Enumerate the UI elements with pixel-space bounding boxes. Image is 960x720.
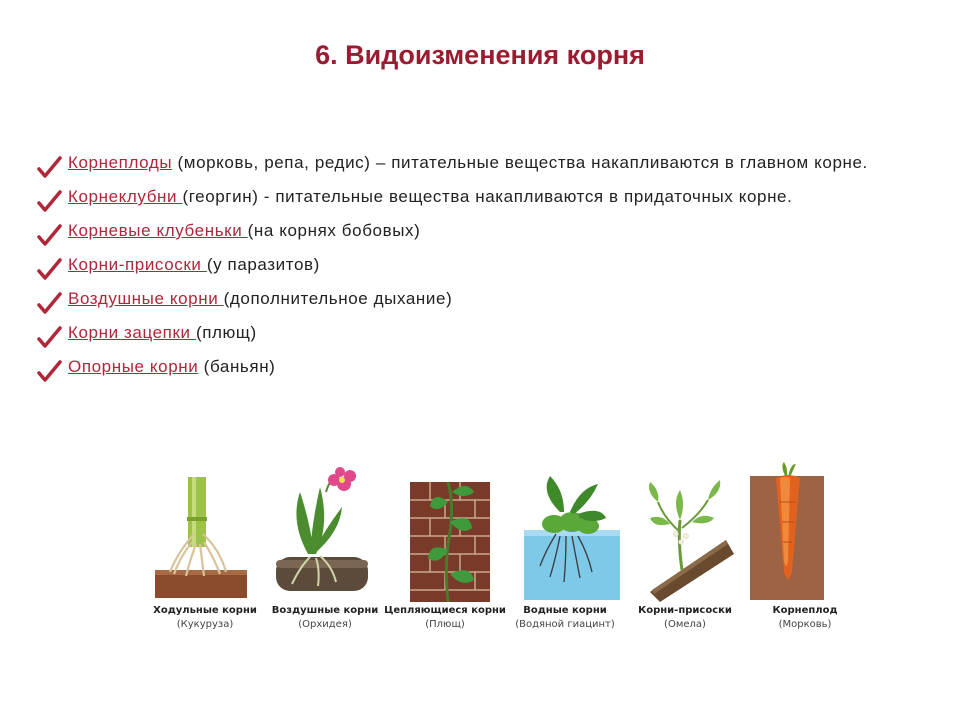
caption-name: Ходульные корни: [153, 605, 257, 616]
item-text: (на корнях бобовых): [247, 221, 421, 240]
caption-species: (Орхидея): [298, 619, 352, 630]
checkmark-icon: [36, 154, 62, 180]
root-modifications-list: [36, 150, 916, 388]
list-item-sucker-roots: [36, 252, 916, 278]
item-text: (георгин) - питательные вещества накапливаются в придаточных корне.: [182, 187, 793, 206]
caption-name: Водные корни: [523, 605, 607, 616]
item-text: (баньян): [198, 357, 276, 376]
figure-aerial-roots: [270, 462, 380, 642]
caption-name: Цепляющиеся корни: [384, 605, 506, 616]
caption-species: (Водяной гиацинт): [515, 619, 615, 630]
link-root-nodules[interactable]: Корневые клубеньки: [68, 221, 248, 240]
figure-caption: [380, 604, 510, 632]
orchid-aerial-roots-illustration: [270, 462, 380, 602]
root-illustrations: [150, 462, 838, 642]
caption-name: Корнеплод: [772, 605, 838, 616]
caption-name: Воздушные корни: [271, 605, 379, 616]
figure-root-crop: [750, 462, 860, 642]
caption-species: (Омела): [664, 619, 706, 630]
item-text: (морковь, репа, редис) – питательные вещества накапливаются в главном корне.: [172, 153, 868, 172]
link-root-crops[interactable]: Корнеплоды: [68, 153, 173, 172]
checkmark-icon: [36, 188, 62, 214]
slide-title: 6. Видоизменения корня: [315, 40, 645, 70]
link-prop-roots[interactable]: Опорные корни: [68, 357, 199, 376]
list-item-prop-roots: [36, 354, 916, 380]
link-sucker-roots[interactable]: Корни-присоски: [68, 255, 207, 274]
figure-clinging-roots: [384, 462, 506, 642]
figure-caption: [740, 604, 870, 632]
caption-name: Корни-присоски: [638, 605, 732, 616]
list-item-root-nodules: [36, 218, 916, 244]
item-text: (у паразитов): [206, 255, 320, 274]
figure-water-roots: [510, 462, 620, 642]
list-item-clinging-roots: [36, 320, 916, 346]
ivy-clinging-roots-illustration: [390, 462, 500, 602]
list-item-root-crops: [36, 150, 916, 176]
caption-species: (Морковь): [778, 619, 832, 630]
checkmark-icon: [36, 222, 62, 248]
checkmark-icon: [36, 358, 62, 384]
water-hyacinth-illustration: [510, 462, 620, 602]
checkmark-icon: [36, 324, 62, 350]
carrot-root-crop-illustration: [750, 462, 860, 602]
list-item-aerial-roots: [36, 286, 916, 312]
figure-caption: [620, 604, 750, 632]
link-clinging-roots[interactable]: Корни зацепки: [68, 323, 196, 342]
figure-stilt-roots: [150, 462, 260, 642]
link-aerial-roots[interactable]: Воздушные корни: [68, 289, 224, 308]
checkmark-icon: [36, 256, 62, 282]
checkmark-icon: [36, 290, 62, 316]
corn-stilt-roots-illustration: [150, 462, 260, 602]
item-text: (дополнительное дыхание): [223, 289, 453, 308]
figure-caption: [500, 604, 630, 632]
mistletoe-sucker-roots-illustration: [630, 462, 740, 602]
caption-species: (Кукуруза): [176, 619, 234, 630]
caption-species: (Плющ): [425, 619, 465, 630]
figure-sucker-roots: [630, 462, 740, 642]
figure-caption: [260, 604, 390, 632]
link-root-tubers[interactable]: Корнеклубни: [68, 187, 183, 206]
list-item-root-tubers: [36, 184, 916, 210]
figure-caption: [140, 604, 270, 632]
item-text: (плющ): [195, 323, 257, 342]
